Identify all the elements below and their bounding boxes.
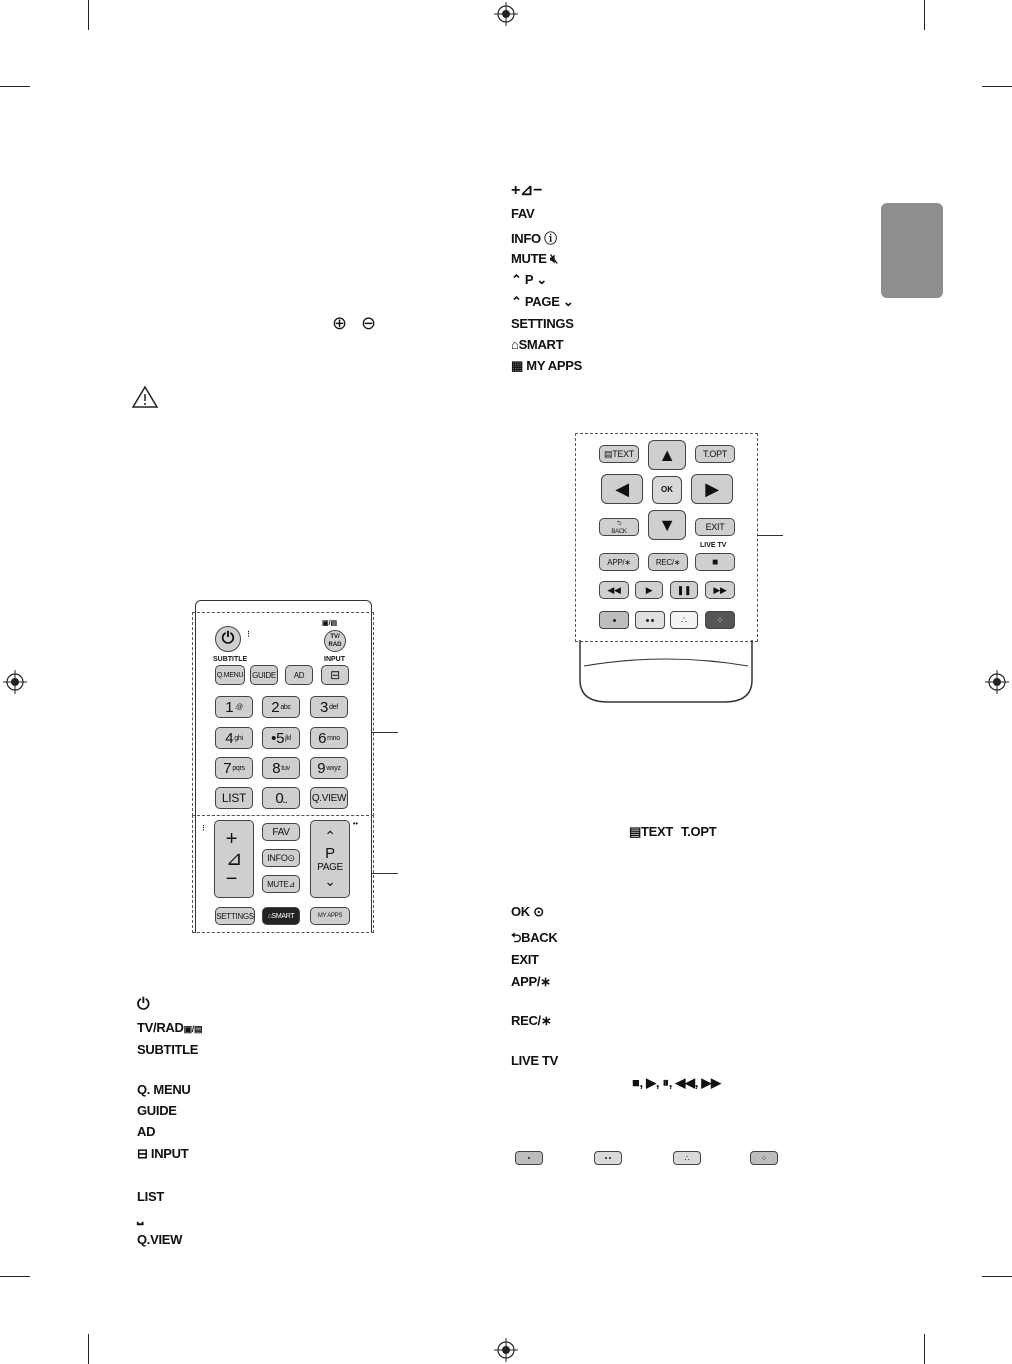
- mute-icon: 🔇︎: [549, 251, 558, 266]
- green-key-icon: [594, 1151, 622, 1165]
- leader-line: [372, 732, 398, 733]
- number-button[interactable]: [262, 727, 300, 749]
- back-button[interactable]: [599, 518, 639, 536]
- left-arrow-button[interactable]: ◀: [601, 474, 643, 504]
- page-label: PAGE: [317, 862, 343, 873]
- number-label: 4: [225, 729, 234, 747]
- number-button[interactable]: [262, 757, 300, 779]
- language-tab: [881, 203, 943, 298]
- rec-button[interactable]: REC/∗: [648, 553, 688, 571]
- t-opt-heading: T.OPT: [681, 824, 717, 839]
- registration-mark-icon: [494, 1338, 518, 1362]
- fav-button[interactable]: FAV: [262, 823, 300, 841]
- back-icon: ⮌: [616, 521, 622, 527]
- crop-mark: [982, 86, 1012, 87]
- leader-line: [372, 873, 398, 874]
- q-menu-heading: Q. MENU: [137, 1082, 191, 1097]
- right-arrow-button[interactable]: ▶: [691, 474, 733, 504]
- ok-circle-icon: ⊙: [533, 904, 544, 919]
- back-heading: ⮌BACK: [511, 930, 558, 945]
- guide-heading: GUIDE: [137, 1103, 177, 1118]
- letters-label: jkl: [285, 734, 291, 742]
- smart-button[interactable]: [262, 907, 300, 925]
- p-label: P: [325, 845, 335, 862]
- tv-rad-label: TV/RAD▣/▤: [137, 1020, 203, 1035]
- zero-button[interactable]: 0 ⎵: [262, 787, 300, 809]
- blue-button[interactable]: ⁘: [705, 611, 735, 629]
- letters-label: tuv: [281, 764, 290, 772]
- tv-rad-button[interactable]: TV/ RAD: [324, 630, 346, 652]
- input-icon: ⊟: [137, 1146, 151, 1161]
- page-button[interactable]: [310, 820, 350, 898]
- ad-heading: AD: [137, 1124, 156, 1139]
- number-button[interactable]: [215, 696, 253, 718]
- volume-heading: +⊿−: [511, 182, 543, 199]
- crop-mark: [982, 1276, 1012, 1277]
- back-label: BACK: [611, 529, 627, 535]
- number-label: 8: [272, 759, 281, 777]
- number-label: 7: [223, 759, 232, 777]
- up-arrow-button[interactable]: ▲: [648, 440, 686, 470]
- fav-heading: FAV: [511, 206, 535, 221]
- chevron-up-icon: ⌃: [324, 828, 336, 844]
- q-view-heading: Q.VIEW: [137, 1232, 183, 1247]
- input-heading: ⊟ INPUT: [137, 1146, 189, 1161]
- rewind-button[interactable]: ◀◀: [599, 581, 629, 599]
- letters-label: mno: [327, 734, 340, 742]
- yellow-key-icon: ∴: [673, 1151, 701, 1165]
- settings-button[interactable]: SETTINGS: [215, 907, 255, 925]
- info-button[interactable]: INFO⊙: [262, 849, 300, 867]
- rec-heading: REC/∗: [511, 1013, 552, 1028]
- list-heading: LIST: [137, 1189, 164, 1204]
- red-button[interactable]: [599, 611, 629, 629]
- app-heading: APP/∗: [511, 974, 551, 989]
- number-label: 2: [271, 698, 280, 716]
- stop-button[interactable]: ■: [695, 553, 735, 571]
- letters-label: wxyz: [326, 764, 341, 772]
- plus-circle-icon: ⊕: [332, 313, 348, 333]
- letters-label: ghi: [234, 734, 243, 742]
- number-label: 1: [225, 698, 234, 716]
- registration-mark-icon: [3, 670, 27, 694]
- text-label: TEXT: [612, 449, 635, 459]
- tv-radio-icon: ▣/▤: [322, 620, 338, 627]
- back-icon: ⮌: [511, 930, 522, 945]
- subtitle-heading: SUBTITLE: [137, 1042, 199, 1057]
- ad-button[interactable]: AD: [285, 665, 313, 685]
- smart-label: SMART: [271, 912, 295, 920]
- settings-heading: SETTINGS: [511, 316, 574, 331]
- power-icon: ⏻: [137, 996, 150, 1013]
- guide-button[interactable]: GUIDE: [250, 665, 278, 685]
- chevron-up-icon: ⌃: [511, 294, 522, 309]
- page-heading: ⌃ PAGE ⌄: [511, 294, 574, 309]
- remote-bottom-outline: [578, 640, 754, 704]
- letters-label: def: [329, 703, 338, 711]
- q-view-button[interactable]: Q.VIEW: [310, 787, 348, 809]
- minus-circle-icon: ⊖: [361, 313, 377, 333]
- pause-button[interactable]: ❚❚: [670, 581, 698, 599]
- number-label: 6: [318, 729, 327, 747]
- text-icon: ▤: [603, 448, 613, 459]
- volume-button[interactable]: + ⊿ −: [214, 820, 254, 898]
- down-arrow-button[interactable]: ▼: [648, 510, 686, 540]
- chevron-down-icon: ⌄: [536, 272, 547, 287]
- info-icon: ⓘ: [544, 231, 557, 246]
- media-controls-heading: ■, ▶, ⏸, ◀◀, ▶▶: [632, 1075, 721, 1090]
- crop-mark: [88, 0, 89, 30]
- crop-mark: [0, 1276, 30, 1277]
- space-icon: ⎵: [137, 1208, 144, 1225]
- number-label: 3: [320, 698, 329, 716]
- app-button[interactable]: APP/∗: [599, 553, 639, 571]
- green-button[interactable]: [635, 611, 665, 629]
- my-apps-button[interactable]: MY APPS: [310, 907, 350, 925]
- leader-line: [757, 535, 783, 536]
- registration-mark-icon: [494, 2, 518, 26]
- zero-label: 0: [275, 789, 284, 807]
- smart-heading: ⌂SMART: [511, 337, 564, 352]
- exit-button[interactable]: EXIT: [695, 518, 735, 536]
- number-label: 9: [317, 759, 326, 777]
- letters-label: .@: [234, 703, 243, 711]
- home-icon: ⌂: [267, 912, 272, 920]
- text-button[interactable]: [599, 445, 639, 463]
- number-button[interactable]: [310, 727, 348, 749]
- info-heading: INFO ⓘ: [511, 231, 557, 246]
- chevron-down-icon: ⌄: [562, 294, 574, 309]
- red-key-icon: [515, 1151, 543, 1165]
- warning-icon: [131, 385, 159, 409]
- power-button[interactable]: ⏻: [215, 626, 241, 652]
- my-apps-heading: ▦ MY APPS: [511, 358, 582, 373]
- text-icon: ▤: [629, 824, 641, 839]
- number-label: •5: [271, 729, 285, 747]
- crop-mark: [924, 1334, 925, 1364]
- crop-mark: [88, 1334, 89, 1364]
- t-opt-button[interactable]: T.OPT: [695, 445, 735, 463]
- mute-heading: MUTE 🔇︎: [511, 251, 558, 266]
- ok-heading: OK ⊙: [511, 904, 544, 919]
- blue-key-icon: ⁘: [750, 1151, 778, 1165]
- home-icon: ⌂: [511, 337, 519, 352]
- number-button[interactable]: [310, 696, 348, 718]
- number-button[interactable]: [262, 696, 300, 718]
- mute-button[interactable]: MUTE⊿: [262, 875, 300, 893]
- letters-label: pqrs: [232, 764, 245, 772]
- text-heading: ▤TEXT: [629, 824, 674, 839]
- live-tv-label: LIVE TV: [700, 542, 727, 549]
- ok-label: OK: [661, 485, 673, 494]
- q-menu-button[interactable]: Q.MENU: [215, 665, 245, 685]
- crop-mark: [0, 86, 30, 87]
- number-button[interactable]: [310, 757, 348, 779]
- p-heading: ⌃ P ⌄: [511, 272, 547, 287]
- ok-button[interactable]: [652, 476, 682, 504]
- yellow-button[interactable]: ∴: [670, 611, 698, 629]
- registration-mark-icon: [985, 670, 1009, 694]
- fast-forward-button[interactable]: ▶▶: [705, 581, 735, 599]
- number-button[interactable]: [215, 727, 253, 749]
- live-tv-heading: LIVE TV: [511, 1053, 559, 1068]
- chevron-up-icon: ⌃: [511, 272, 522, 287]
- input-button[interactable]: ⊟: [321, 665, 349, 685]
- exit-heading: EXIT: [511, 952, 539, 967]
- subtitle-label: SUBTITLE: [213, 656, 248, 663]
- crop-mark: [924, 0, 925, 30]
- list-button[interactable]: LIST: [215, 787, 253, 809]
- play-button[interactable]: ▶: [635, 581, 663, 599]
- number-button[interactable]: [215, 757, 253, 779]
- grid-icon: ▦: [511, 358, 527, 373]
- chevron-down-icon: ⌄: [324, 873, 336, 889]
- input-label: INPUT: [324, 656, 345, 663]
- letters-label: abc: [280, 703, 291, 711]
